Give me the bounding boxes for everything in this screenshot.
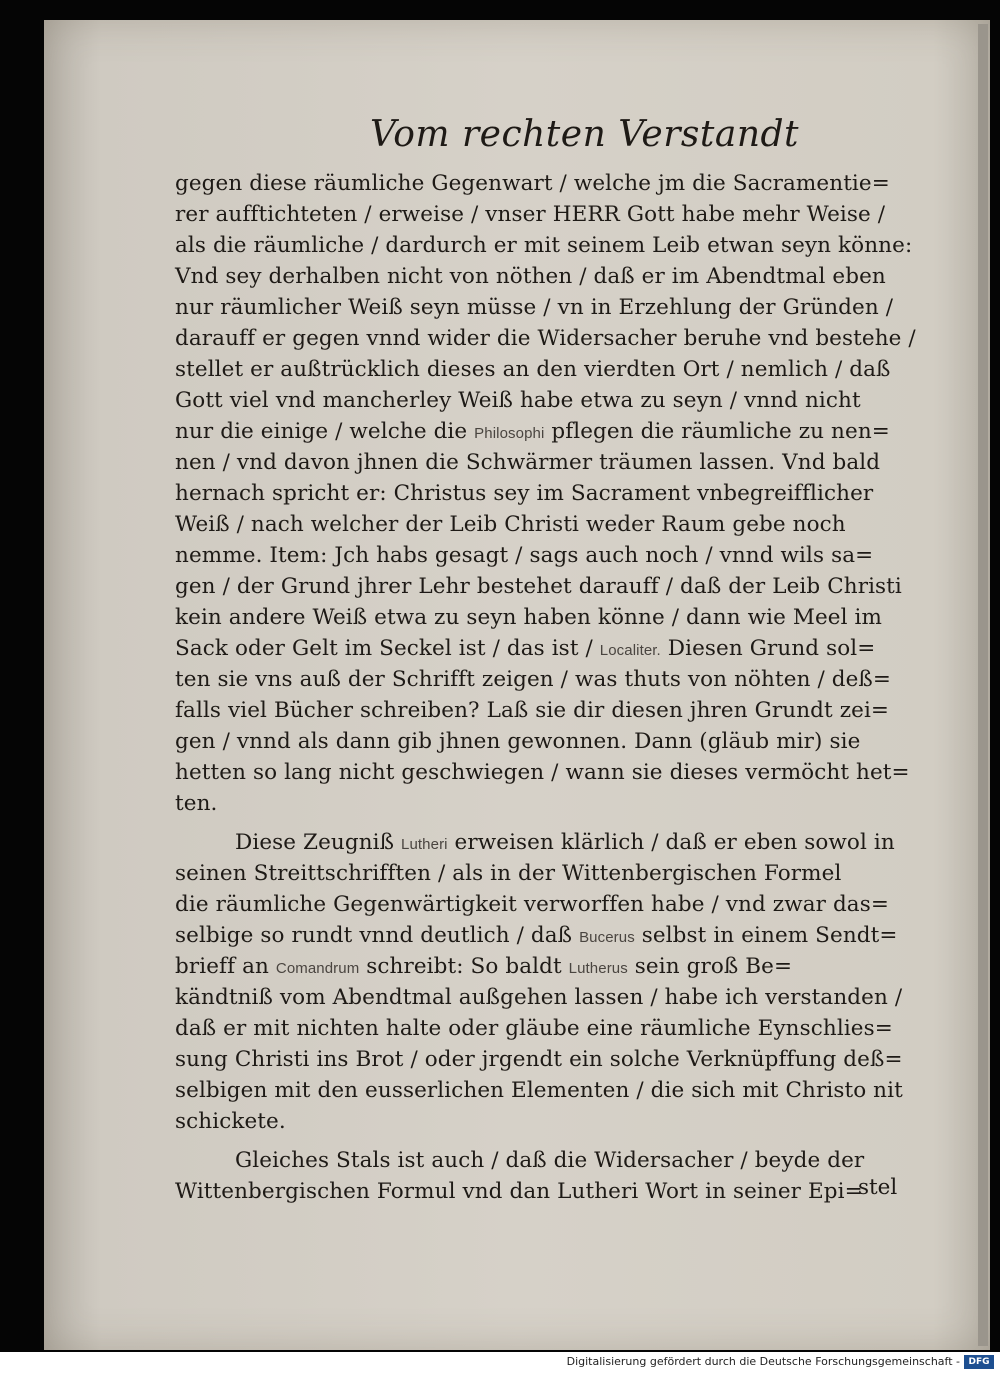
text-line bbox=[175, 199, 925, 230]
text-line bbox=[175, 1145, 925, 1176]
latin-term: Bucerus bbox=[579, 929, 635, 946]
text-line bbox=[175, 540, 925, 571]
text-segment: Weiß / nach welcher der Leib Christi weder Raum gebe noch bbox=[175, 512, 846, 537]
text-line bbox=[175, 982, 925, 1013]
text-line bbox=[175, 323, 925, 354]
text-line bbox=[175, 602, 925, 633]
text-line bbox=[175, 664, 925, 695]
text-segment: nur die einige / welche die bbox=[175, 419, 475, 444]
body-text bbox=[175, 168, 925, 1207]
text-segment: selbige so rundt vnnd deutlich / daß bbox=[175, 923, 580, 948]
text-line bbox=[175, 1044, 925, 1075]
text-segment: ten sie vns auß der Schrifft zeigen / was thuts von nöhten / deß= bbox=[175, 667, 891, 692]
text-segment: sung Christi ins Brot / oder jrgendt ein solche Verknüpffung deß= bbox=[175, 1047, 903, 1072]
dfg-logo: DFG bbox=[964, 1355, 994, 1369]
text-segment: schickete. bbox=[175, 1109, 286, 1134]
text-segment: gen / der Grund jhrer Lehr bestehet darauff / daß der Leib Christi bbox=[175, 574, 902, 599]
text-segment: seinen Streittschrifften / als in der Wittenbergischen Formel bbox=[175, 861, 842, 886]
text-segment: ten. bbox=[175, 791, 218, 816]
text-line bbox=[175, 1176, 925, 1207]
text-line bbox=[175, 889, 925, 920]
text-segment: kändtniß vom Abendtmal außgehen lassen / habe ich verstanden / bbox=[175, 985, 903, 1010]
text-segment: stellet er außtrücklich dieses an den vierdten Ort / nemlich / daß bbox=[175, 357, 891, 382]
text-segment: hetten so lang nicht geschwiegen / wann sie dieses vermöcht het= bbox=[175, 760, 910, 785]
text-line bbox=[175, 261, 925, 292]
text-segment: daß er mit nichten halte oder gläube eine räumliche Eynschlies= bbox=[175, 1016, 893, 1041]
text-segment: Diese Zeugniß bbox=[235, 830, 402, 855]
text-segment: Sack oder Gelt im Seckel ist / das ist / bbox=[175, 636, 600, 661]
text-segment: nen / vnd davon jhnen die Schwärmer träumen lassen. Vnd bald bbox=[175, 450, 881, 475]
text-line bbox=[175, 168, 925, 199]
page-edge bbox=[978, 24, 988, 1346]
text-segment: hernach spricht er: Christus sey im Sacrament vnbegreifflicher bbox=[175, 481, 874, 506]
text-segment: Gleiches Stals ist auch / daß die Widersacher / beyde der bbox=[235, 1148, 865, 1173]
latin-term: Comandrum bbox=[275, 960, 360, 977]
text-segment: falls viel Bücher schreiben? Laß sie dir diesen jhren Grundt zei= bbox=[175, 698, 890, 723]
text-segment: Vnd sey derhalben nicht von nöthen / daß er im Abendtmal eben bbox=[175, 264, 886, 289]
text-segment: nemme. Item: Jch habs gesagt / sags auch noch / vnnd wils sa= bbox=[175, 543, 874, 568]
text-segment: die räumliche Gegenwärtigkeit verworffen habe / vnd zwar das= bbox=[175, 892, 889, 917]
text-line bbox=[175, 230, 925, 261]
text-segment: darauff er gegen vnnd wider die Widersacher beruhe vnd bestehe / bbox=[175, 326, 916, 351]
latin-term: Lutherus bbox=[568, 960, 628, 977]
text-line bbox=[175, 633, 925, 664]
text-segment: nur räumlicher Weiß seyn müsse / vn in Erzehlung der Gründen / bbox=[175, 295, 894, 320]
latin-term: Lutheri bbox=[401, 836, 448, 853]
text-segment: brieff an bbox=[175, 954, 276, 979]
text-segment: selbst in einem Sendt= bbox=[634, 923, 898, 948]
text-line bbox=[175, 757, 925, 788]
text-line bbox=[175, 447, 925, 478]
text-line bbox=[175, 695, 925, 726]
text-line bbox=[175, 385, 925, 416]
text-line bbox=[175, 726, 925, 757]
text-line bbox=[175, 858, 925, 889]
text-line bbox=[175, 1013, 925, 1044]
text-segment: gegen diese räumliche Gegenwart / welche jm die Sacramentie= bbox=[175, 171, 890, 196]
text-line bbox=[175, 292, 925, 323]
text-segment: kein andere Weiß etwa zu seyn haben könne / dann wie Meel im bbox=[175, 605, 882, 630]
text-line bbox=[175, 788, 925, 819]
text-line bbox=[175, 354, 925, 385]
text-line bbox=[175, 1075, 925, 1106]
text-segment: selbigen mit den eusserlichen Elementen / die sich mit Christo nit bbox=[175, 1078, 903, 1103]
text-line bbox=[175, 827, 925, 858]
text-line bbox=[175, 571, 925, 602]
text-segment: als die räumliche / dardurch er mit seinem Leib etwan seyn könne: bbox=[175, 233, 913, 258]
text-segment: Wittenbergischen Formul vnd dan Lutheri Wort in seiner Epi= bbox=[175, 1179, 863, 1204]
text-line bbox=[175, 1106, 925, 1137]
text-segment: Gott viel vnd mancherley Weiß habe etwa zu seyn / vnnd nicht bbox=[175, 388, 861, 413]
text-line bbox=[175, 951, 925, 982]
text-line bbox=[175, 920, 925, 951]
text-segment: pflegen die räumliche zu nen= bbox=[544, 419, 890, 444]
text-segment: rer aufftichteten / erweise / vnser HERR Gott habe mehr Weise / bbox=[175, 202, 886, 227]
text-line bbox=[175, 416, 925, 447]
text-segment: Diesen Grund sol= bbox=[660, 636, 876, 661]
text-segment: gen / vnnd als dann gib jhnen gewonnen. Dann (gläub mir) sie bbox=[175, 729, 861, 754]
running-head: Vom rechten Verstandt bbox=[370, 114, 800, 155]
text-line bbox=[175, 509, 925, 540]
funding-note: Digitalisierung gefördert durch die Deutsche Forschungsgemeinschaft - bbox=[566, 1355, 960, 1368]
catchword: stel bbox=[858, 1175, 898, 1200]
footer-bar bbox=[0, 1352, 1000, 1374]
text-segment: erweisen klärlich / daß er eben sowol in bbox=[447, 830, 895, 855]
text-segment: sein groß Be= bbox=[627, 954, 793, 979]
text-line bbox=[175, 478, 925, 509]
latin-term: Localiter. bbox=[599, 642, 661, 659]
latin-term: Philosophi bbox=[474, 425, 545, 442]
text-segment: schreibt: So baldt bbox=[359, 954, 569, 979]
